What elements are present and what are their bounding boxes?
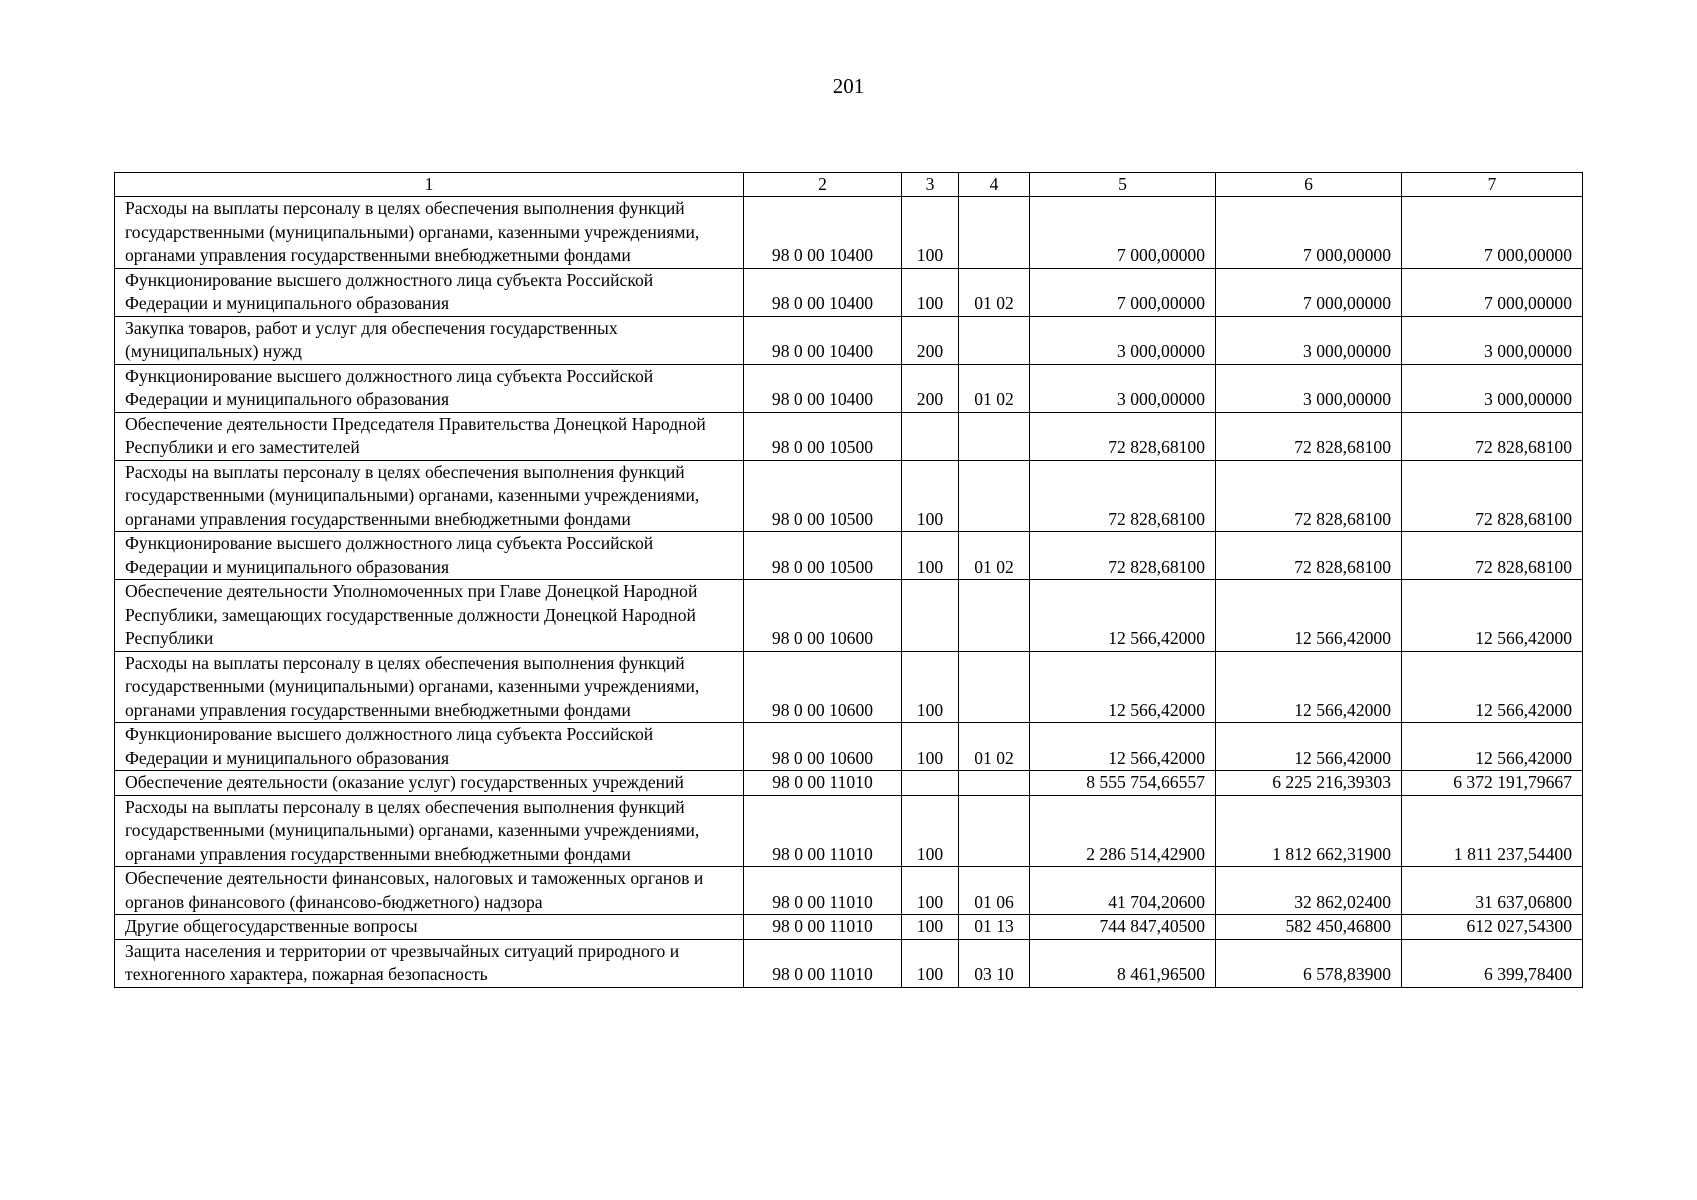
row-amount-col7: 72 828,68100 — [1402, 412, 1583, 460]
row-amount-col7: 6 372 191,79667 — [1402, 771, 1583, 796]
row-amount-col7: 3 000,00000 — [1402, 316, 1583, 364]
row-expense-type — [902, 771, 959, 796]
row-amount-col5: 2 286 514,42900 — [1030, 795, 1216, 867]
row-section-code — [959, 412, 1030, 460]
row-amount-col5: 72 828,68100 — [1030, 412, 1216, 460]
row-section-code: 01 06 — [959, 867, 1030, 915]
row-target-code: 98 0 00 10600 — [744, 723, 902, 771]
table-row — [115, 723, 1583, 771]
row-amount-col5: 12 566,42000 — [1030, 651, 1216, 723]
row-expense-type: 100 — [902, 460, 959, 532]
row-amount-col5: 72 828,68100 — [1030, 532, 1216, 580]
row-amount-col6: 12 566,42000 — [1216, 723, 1402, 771]
row-amount-col7: 612 027,54300 — [1402, 915, 1583, 940]
row-description: Расходы на выплаты персоналу в целях обеспечения выполнения функций государственными (муниципальными) органами, казенными учреждениями, органами управления государственными внебюджетными фондами — [115, 197, 744, 269]
row-section-code: 01 02 — [959, 268, 1030, 316]
header-cell-6: 6 — [1216, 173, 1402, 197]
row-amount-col6: 3 000,00000 — [1216, 316, 1402, 364]
row-amount-col7: 72 828,68100 — [1402, 532, 1583, 580]
row-amount-col5: 72 828,68100 — [1030, 460, 1216, 532]
row-expense-type: 100 — [902, 723, 959, 771]
row-amount-col5: 7 000,00000 — [1030, 197, 1216, 269]
row-amount-col5: 744 847,40500 — [1030, 915, 1216, 940]
row-expense-type: 100 — [902, 268, 959, 316]
row-amount-col5: 3 000,00000 — [1030, 316, 1216, 364]
row-section-code — [959, 795, 1030, 867]
row-description: Обеспечение деятельности (оказание услуг) государственных учреждений — [115, 771, 744, 796]
row-section-code — [959, 460, 1030, 532]
row-target-code: 98 0 00 11010 — [744, 867, 902, 915]
table-row — [115, 939, 1583, 987]
row-amount-col6: 7 000,00000 — [1216, 268, 1402, 316]
row-amount-col7: 72 828,68100 — [1402, 460, 1583, 532]
row-target-code: 98 0 00 11010 — [744, 771, 902, 796]
header-cell-7: 7 — [1402, 173, 1583, 197]
table-header-row — [115, 173, 1583, 197]
row-amount-col7: 7 000,00000 — [1402, 268, 1583, 316]
row-section-code — [959, 197, 1030, 269]
table-row — [115, 268, 1583, 316]
table-row — [115, 197, 1583, 269]
row-amount-col7: 3 000,00000 — [1402, 364, 1583, 412]
row-expense-type: 100 — [902, 197, 959, 269]
row-section-code: 01 02 — [959, 364, 1030, 412]
row-description: Функционирование высшего должностного лица субъекта Российской Федерации и муниципального образования — [115, 723, 744, 771]
row-target-code: 98 0 00 10600 — [744, 651, 902, 723]
row-amount-col6: 6 225 216,39303 — [1216, 771, 1402, 796]
row-expense-type: 200 — [902, 364, 959, 412]
row-description: Обеспечение деятельности Председателя Правительства Донецкой Народной Республики и его заместителей — [115, 412, 744, 460]
row-section-code: 01 13 — [959, 915, 1030, 940]
row-amount-col5: 8 555 754,66557 — [1030, 771, 1216, 796]
row-target-code: 98 0 00 11010 — [744, 915, 902, 940]
row-target-code: 98 0 00 10500 — [744, 412, 902, 460]
row-amount-col7: 12 566,42000 — [1402, 580, 1583, 652]
row-target-code: 98 0 00 11010 — [744, 939, 902, 987]
row-section-code: 01 02 — [959, 532, 1030, 580]
row-description: Обеспечение деятельности финансовых, налоговых и таможенных органов и органов финансового (финансово-бюджетного) надзора — [115, 867, 744, 915]
row-expense-type: 100 — [902, 795, 959, 867]
row-amount-col6: 3 000,00000 — [1216, 364, 1402, 412]
row-description: Функционирование высшего должностного лица субъекта Российской Федерации и муниципального образования — [115, 532, 744, 580]
row-section-code — [959, 580, 1030, 652]
row-expense-type — [902, 412, 959, 460]
header-cell-2: 2 — [744, 173, 902, 197]
row-amount-col7: 6 399,78400 — [1402, 939, 1583, 987]
row-description: Расходы на выплаты персоналу в целях обеспечения выполнения функций государственными (муниципальными) органами, казенными учреждениями, органами управления государственными внебюджетными фондами — [115, 460, 744, 532]
row-amount-col5: 41 704,20600 — [1030, 867, 1216, 915]
table-row — [115, 867, 1583, 915]
budget-table — [114, 172, 1583, 988]
row-expense-type: 100 — [902, 651, 959, 723]
row-amount-col6: 7 000,00000 — [1216, 197, 1402, 269]
table-row — [115, 771, 1583, 796]
table-row — [115, 795, 1583, 867]
row-target-code: 98 0 00 10500 — [744, 460, 902, 532]
row-amount-col5: 3 000,00000 — [1030, 364, 1216, 412]
row-expense-type: 100 — [902, 939, 959, 987]
row-description: Функционирование высшего должностного лица субъекта Российской Федерации и муниципального образования — [115, 364, 744, 412]
row-section-code: 03 10 — [959, 939, 1030, 987]
header-cell-4: 4 — [959, 173, 1030, 197]
row-amount-col6: 12 566,42000 — [1216, 651, 1402, 723]
row-section-code — [959, 316, 1030, 364]
row-amount-col6: 72 828,68100 — [1216, 532, 1402, 580]
row-target-code: 98 0 00 10400 — [744, 197, 902, 269]
row-target-code: 98 0 00 10600 — [744, 580, 902, 652]
row-section-code — [959, 771, 1030, 796]
table-row — [115, 532, 1583, 580]
row-amount-col5: 12 566,42000 — [1030, 723, 1216, 771]
row-description: Закупка товаров, работ и услуг для обеспечения государственных (муниципальных) нужд — [115, 316, 744, 364]
row-description: Расходы на выплаты персоналу в целях обеспечения выполнения функций государственными (муниципальными) органами, казенными учреждениями, органами управления государственными внебюджетными фондами — [115, 651, 744, 723]
row-target-code: 98 0 00 11010 — [744, 795, 902, 867]
row-section-code — [959, 651, 1030, 723]
row-expense-type: 200 — [902, 316, 959, 364]
row-amount-col7: 12 566,42000 — [1402, 723, 1583, 771]
row-amount-col6: 72 828,68100 — [1216, 460, 1402, 532]
table-row — [115, 364, 1583, 412]
row-description: Расходы на выплаты персоналу в целях обеспечения выполнения функций государственными (муниципальными) органами, казенными учреждениями, органами управления государственными внебюджетными фондами — [115, 795, 744, 867]
row-target-code: 98 0 00 10500 — [744, 532, 902, 580]
row-expense-type: 100 — [902, 867, 959, 915]
page-number: 201 — [832, 74, 865, 98]
row-amount-col7: 12 566,42000 — [1402, 651, 1583, 723]
row-amount-col7: 7 000,00000 — [1402, 197, 1583, 269]
row-expense-type — [902, 580, 959, 652]
row-amount-col5: 8 461,96500 — [1030, 939, 1216, 987]
row-description: Защита населения и территории от чрезвычайных ситуаций природного и техногенного характера, пожарная безопасность — [115, 939, 744, 987]
table-row — [115, 651, 1583, 723]
header-cell-1: 1 — [115, 173, 744, 197]
row-amount-col7: 31 637,06800 — [1402, 867, 1583, 915]
table-row — [115, 316, 1583, 364]
row-amount-col6: 582 450,46800 — [1216, 915, 1402, 940]
row-description: Обеспечение деятельности Уполномоченных при Главе Донецкой Народной Республики, замещающих государственные должности Донецкой Народной Республики — [115, 580, 744, 652]
row-expense-type: 100 — [902, 915, 959, 940]
row-section-code: 01 02 — [959, 723, 1030, 771]
row-amount-col6: 12 566,42000 — [1216, 580, 1402, 652]
row-amount-col6: 6 578,83900 — [1216, 939, 1402, 987]
row-description: Другие общегосударственные вопросы — [115, 915, 744, 940]
table-row — [115, 580, 1583, 652]
row-amount-col6: 32 862,02400 — [1216, 867, 1402, 915]
row-target-code: 98 0 00 10400 — [744, 268, 902, 316]
table-row — [115, 412, 1583, 460]
row-amount-col7: 1 811 237,54400 — [1402, 795, 1583, 867]
row-amount-col5: 12 566,42000 — [1030, 580, 1216, 652]
header-cell-3: 3 — [902, 173, 959, 197]
row-description: Функционирование высшего должностного лица субъекта Российской Федерации и муниципального образования — [115, 268, 744, 316]
row-amount-col6: 72 828,68100 — [1216, 412, 1402, 460]
header-cell-5: 5 — [1030, 173, 1216, 197]
row-amount-col6: 1 812 662,31900 — [1216, 795, 1402, 867]
table-row — [115, 915, 1583, 940]
table-row — [115, 460, 1583, 532]
row-target-code: 98 0 00 10400 — [744, 364, 902, 412]
row-expense-type: 100 — [902, 532, 959, 580]
row-amount-col5: 7 000,00000 — [1030, 268, 1216, 316]
row-target-code: 98 0 00 10400 — [744, 316, 902, 364]
